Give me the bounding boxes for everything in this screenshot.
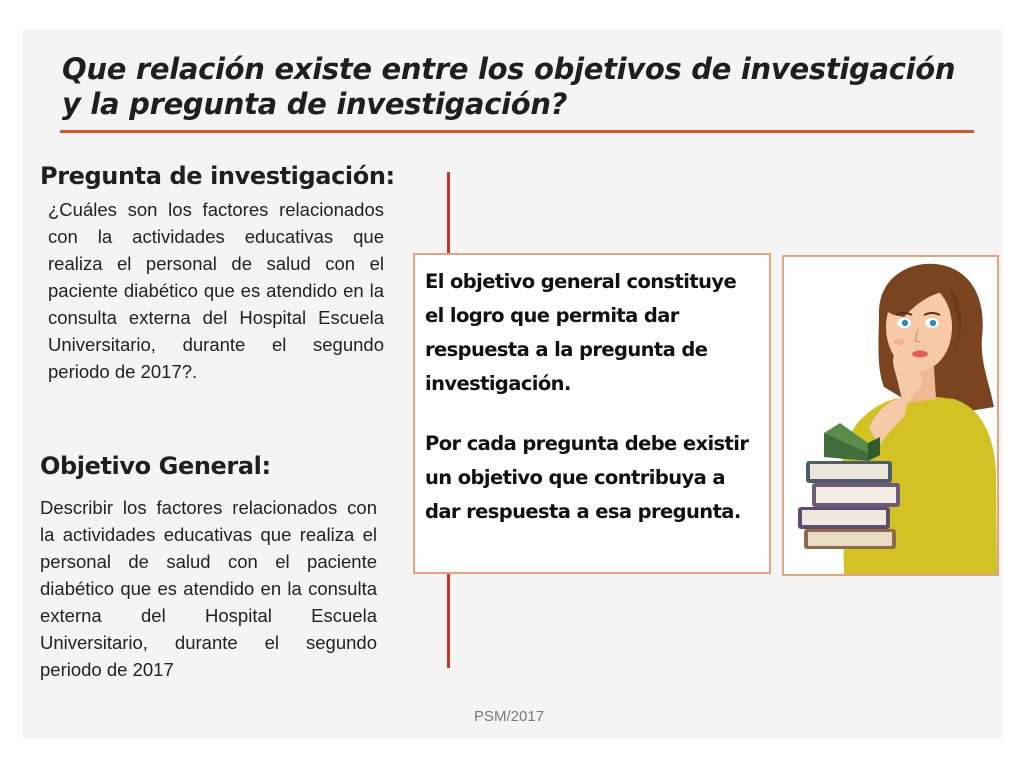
thinking-woman-illustration — [782, 255, 999, 576]
callout-paragraph-1: El objetivo general constituye el logro que permita dar respuesta a la pregunta de investigación. — [425, 270, 737, 395]
question-heading: Pregunta de investigación: — [40, 162, 395, 190]
relationship-callout-box — [413, 253, 771, 574]
question-text: ¿Cuáles son los factores relacionados con la actividades educativas que realiza el personal de salud con el paciente diabético que es atendido en la consulta externa del Hospital Escuela Universitario, durante el segundo periodo de 2017?. — [48, 199, 384, 382]
slide-title: Que relación existe entre los objetivos de investigación y la pregunta de investigación? — [62, 52, 956, 121]
objective-heading: Objetivo General: — [40, 452, 271, 480]
footer-label: PSM/2017 — [474, 708, 545, 725]
objective-text: Describir los factores relacionados con la actividades educativas que realiza el personal de salud con el paciente diabético que es atendido en la consulta externa del Hospital Escuela Universitario, durante el segundo periodo de 2017 — [40, 497, 377, 680]
callout-paragraph-2: Por cada pregunta debe existir un objetivo que contribuya a dar respuesta a esa pregunta. — [425, 432, 749, 523]
title-underline — [60, 130, 974, 133]
woman-with-books-icon — [784, 257, 997, 574]
